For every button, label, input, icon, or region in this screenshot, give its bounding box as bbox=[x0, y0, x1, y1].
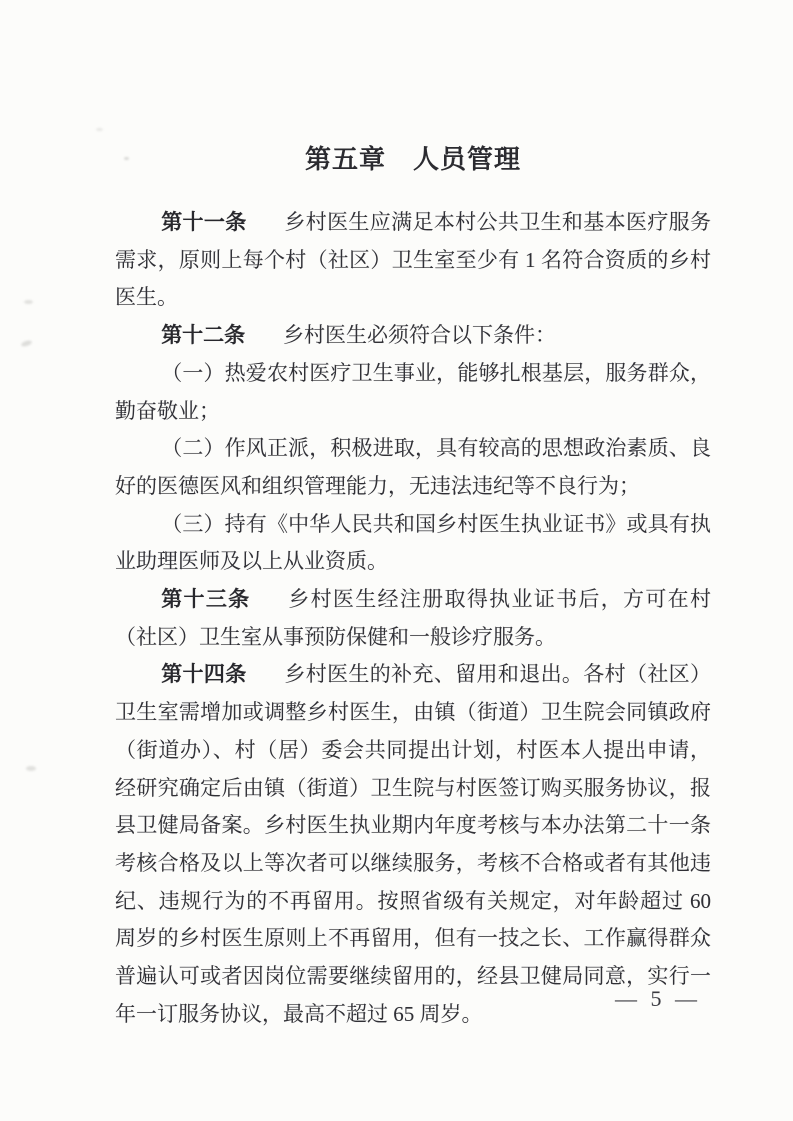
paragraph-text: 乡村医生的补充、留用和退出。各村（社区）卫生室需增加或调整乡村医生，由镇（街道）卫生院会同镇政府（街道办）、村（居）委会共同提出计划，村医本人提出申请，经研究确定后由镇（街道）卫生院与村医签订购买服务协议，报县卫健局备案。乡村医生执业期内年度考核与本办法第二十一条考核合格及以上等次者可以继续服务，考核不合格或者有其他违纪、违规行为的不再留用。按照省级有关规定，对年龄超过 60 周岁的乡村医生原则上不再留用，但有一技之长、工作赢得群众普遍认可或者因岗位需要继续留用的，经县卫健局同意，实行一年一订服务协议，最高不超过 65 周岁。 bbox=[115, 662, 712, 1026]
scan-artifact bbox=[20, 339, 32, 347]
scan-artifact bbox=[96, 128, 103, 131]
paragraph-item-2 bbox=[115, 430, 711, 505]
paragraph-item-3 bbox=[115, 506, 711, 581]
scan-artifact bbox=[26, 766, 36, 771]
page-number: — 5 — bbox=[615, 986, 701, 1011]
paragraph-text: 乡村医生经注册取得执业证书后，方可在村（社区）卫生室从事预防保健和一般诊疗服务。 bbox=[115, 587, 712, 649]
paragraph-text: （一）热爱农村医疗卫生事业，能够扎根基层，服务群众，勤奋敬业； bbox=[115, 360, 711, 423]
paragraph-item-1 bbox=[115, 355, 711, 430]
paragraph-article-14 bbox=[115, 656, 711, 1033]
paragraph-text: 乡村医生应满足本村公共卫生和基本医疗服务需求，原则上每个村（社区）卫生室至少有 1 名符合资质的乡村医生。 bbox=[115, 210, 712, 310]
paragraph-article-11 bbox=[115, 204, 711, 317]
document-body bbox=[115, 142, 711, 1033]
scan-artifact bbox=[24, 300, 33, 304]
article-label: 第十一条 bbox=[161, 211, 247, 234]
paragraph-text: 乡村医生必须符合以下条件： bbox=[282, 323, 556, 348]
article-label: 第十二条 bbox=[161, 324, 246, 348]
paragraph-text: （三）持有《中华人民共和国乡村医生执业证书》或具有执业助理医师及以上从业资质。 bbox=[115, 511, 711, 574]
paragraph-text: （二）作风正派，积极进取，具有较高的思想政治素质、良好的医德医风和组织管理能力，无违法违纪等不良行为； bbox=[115, 436, 711, 498]
paragraph-article-12 bbox=[115, 317, 711, 355]
paragraph-article-13 bbox=[115, 581, 711, 656]
article-label: 第十三条 bbox=[161, 588, 251, 612]
article-label: 第十四条 bbox=[161, 663, 247, 687]
chapter-title: 第五章 人员管理 bbox=[304, 144, 521, 174]
